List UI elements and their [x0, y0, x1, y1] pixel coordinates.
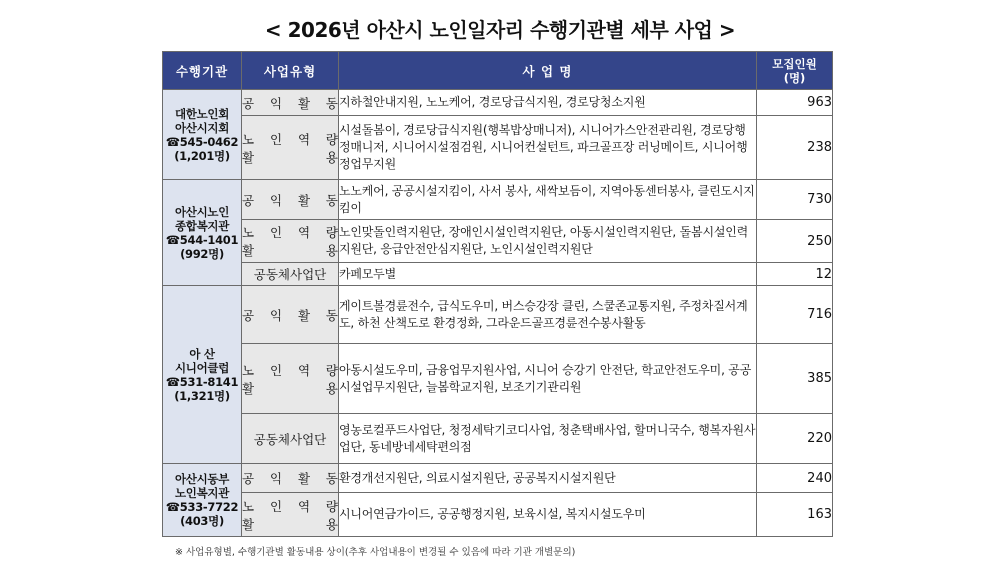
type-cell: 공 익 활 동: [242, 286, 339, 344]
desc-cell: 시설돌봄이, 경로당급식지원(행복밥상매니저), 시니어가스안전관리원, 경로당행정매니저, 시니어시설점검원, 시니어컨설턴트, 파크골프장 러닝메이트, 시니어행정업무지원: [339, 116, 757, 180]
people-cell: 220: [757, 414, 833, 464]
type-cell: 노 인 역 량 활 용: [242, 220, 339, 263]
people-cell: 963: [757, 90, 833, 116]
type-cell: 공동체사업단: [242, 263, 339, 286]
type-cell: 공 익 활 동: [242, 464, 339, 493]
desc-cell: 노노케어, 공공시설지킴이, 사서 봉사, 새싹보듬이, 지역아동센터봉사, 클린도시지킴이: [339, 180, 757, 220]
type-cell: 공 익 활 동: [242, 180, 339, 220]
people-cell: 250: [757, 220, 833, 263]
table-header-row: [163, 52, 833, 90]
table-row: [163, 493, 833, 537]
type-cell: 노 인 역 량 활 용: [242, 116, 339, 180]
desc-cell: 카페모두별: [339, 263, 757, 286]
desc-cell: 게이트볼경륜전수, 급식도우미, 버스승강장 클린, 스쿨존교통지원, 주정차질서계도, 하천 산책도로 환경정화, 그라운드골프경륜전수봉사활동: [339, 286, 757, 344]
table-row: [163, 180, 833, 220]
desc-cell: 노인맞돌인력지원단, 장애인시설인력지원단, 아동시설인력지원단, 돌봄시설인력지원단, 응급안전안심지원단, 노인시설인력지원단: [339, 220, 757, 263]
table-row: [163, 286, 833, 344]
type-cell: 노 인 역 량 활 용: [242, 493, 339, 537]
people-cell: 163: [757, 493, 833, 537]
header-type: 사업유형: [242, 52, 339, 90]
table-row: [163, 344, 833, 414]
org-cell: 아산시동부 노인복지관 ☎533-7722 (403명): [163, 464, 242, 537]
org-cell: 아 산 시니어클럽 ☎531-8141 (1,321명): [163, 286, 242, 464]
type-cell: 공 익 활 동: [242, 90, 339, 116]
page-title: < 2026년 아산시 노인일자리 수행기관별 세부 사업 >: [264, 18, 736, 42]
footnote: ※ 사업유형별, 수행기관별 활동내용 상이(추후 사업내용이 변경될 수 있음에 따라 기관 개별문의): [175, 547, 576, 558]
people-cell: 730: [757, 180, 833, 220]
people-cell: 238: [757, 116, 833, 180]
desc-cell: 환경개선지원단, 의료시설지원단, 공공복지시설지원단: [339, 464, 757, 493]
table-row: [163, 90, 833, 116]
header-org: 수행기관: [163, 52, 242, 90]
people-cell: 12: [757, 263, 833, 286]
org-cell: 대한노인회 아산시지회 ☎545-0462 (1,201명): [163, 90, 242, 180]
table-row: [163, 220, 833, 263]
desc-cell: 시니어연금가이드, 공공행정지원, 보육시설, 복지시설도우미: [339, 493, 757, 537]
people-cell: 716: [757, 286, 833, 344]
people-cell: 385: [757, 344, 833, 414]
desc-cell: 영농로컬푸드사업단, 청정세탁기코디사업, 청춘택배사업, 할머니국수, 행복자원사업단, 동네방네세탁편의점: [339, 414, 757, 464]
type-cell: 공동체사업단: [242, 414, 339, 464]
desc-cell: 지하철안내지원, 노노케어, 경로당급식지원, 경로당청소지원: [339, 90, 757, 116]
header-desc: 사 업 명: [339, 52, 757, 90]
table-row: [163, 116, 833, 180]
program-table: [162, 51, 833, 537]
people-cell: 240: [757, 464, 833, 493]
header-people: 모집인원 (명): [757, 52, 833, 90]
desc-cell: 아동시설도우미, 금융업무지원사업, 시니어 승강기 안전단, 학교안전도우미, 공공시설업무지원단, 늘봄학교지원, 보조기기관리원: [339, 344, 757, 414]
type-cell: 노 인 역 량 활 용: [242, 344, 339, 414]
table-row: [163, 464, 833, 493]
table-row: [163, 263, 833, 286]
org-cell: 아산시노인 종합복지관 ☎544-1401 (992명): [163, 180, 242, 286]
table-row: [163, 414, 833, 464]
